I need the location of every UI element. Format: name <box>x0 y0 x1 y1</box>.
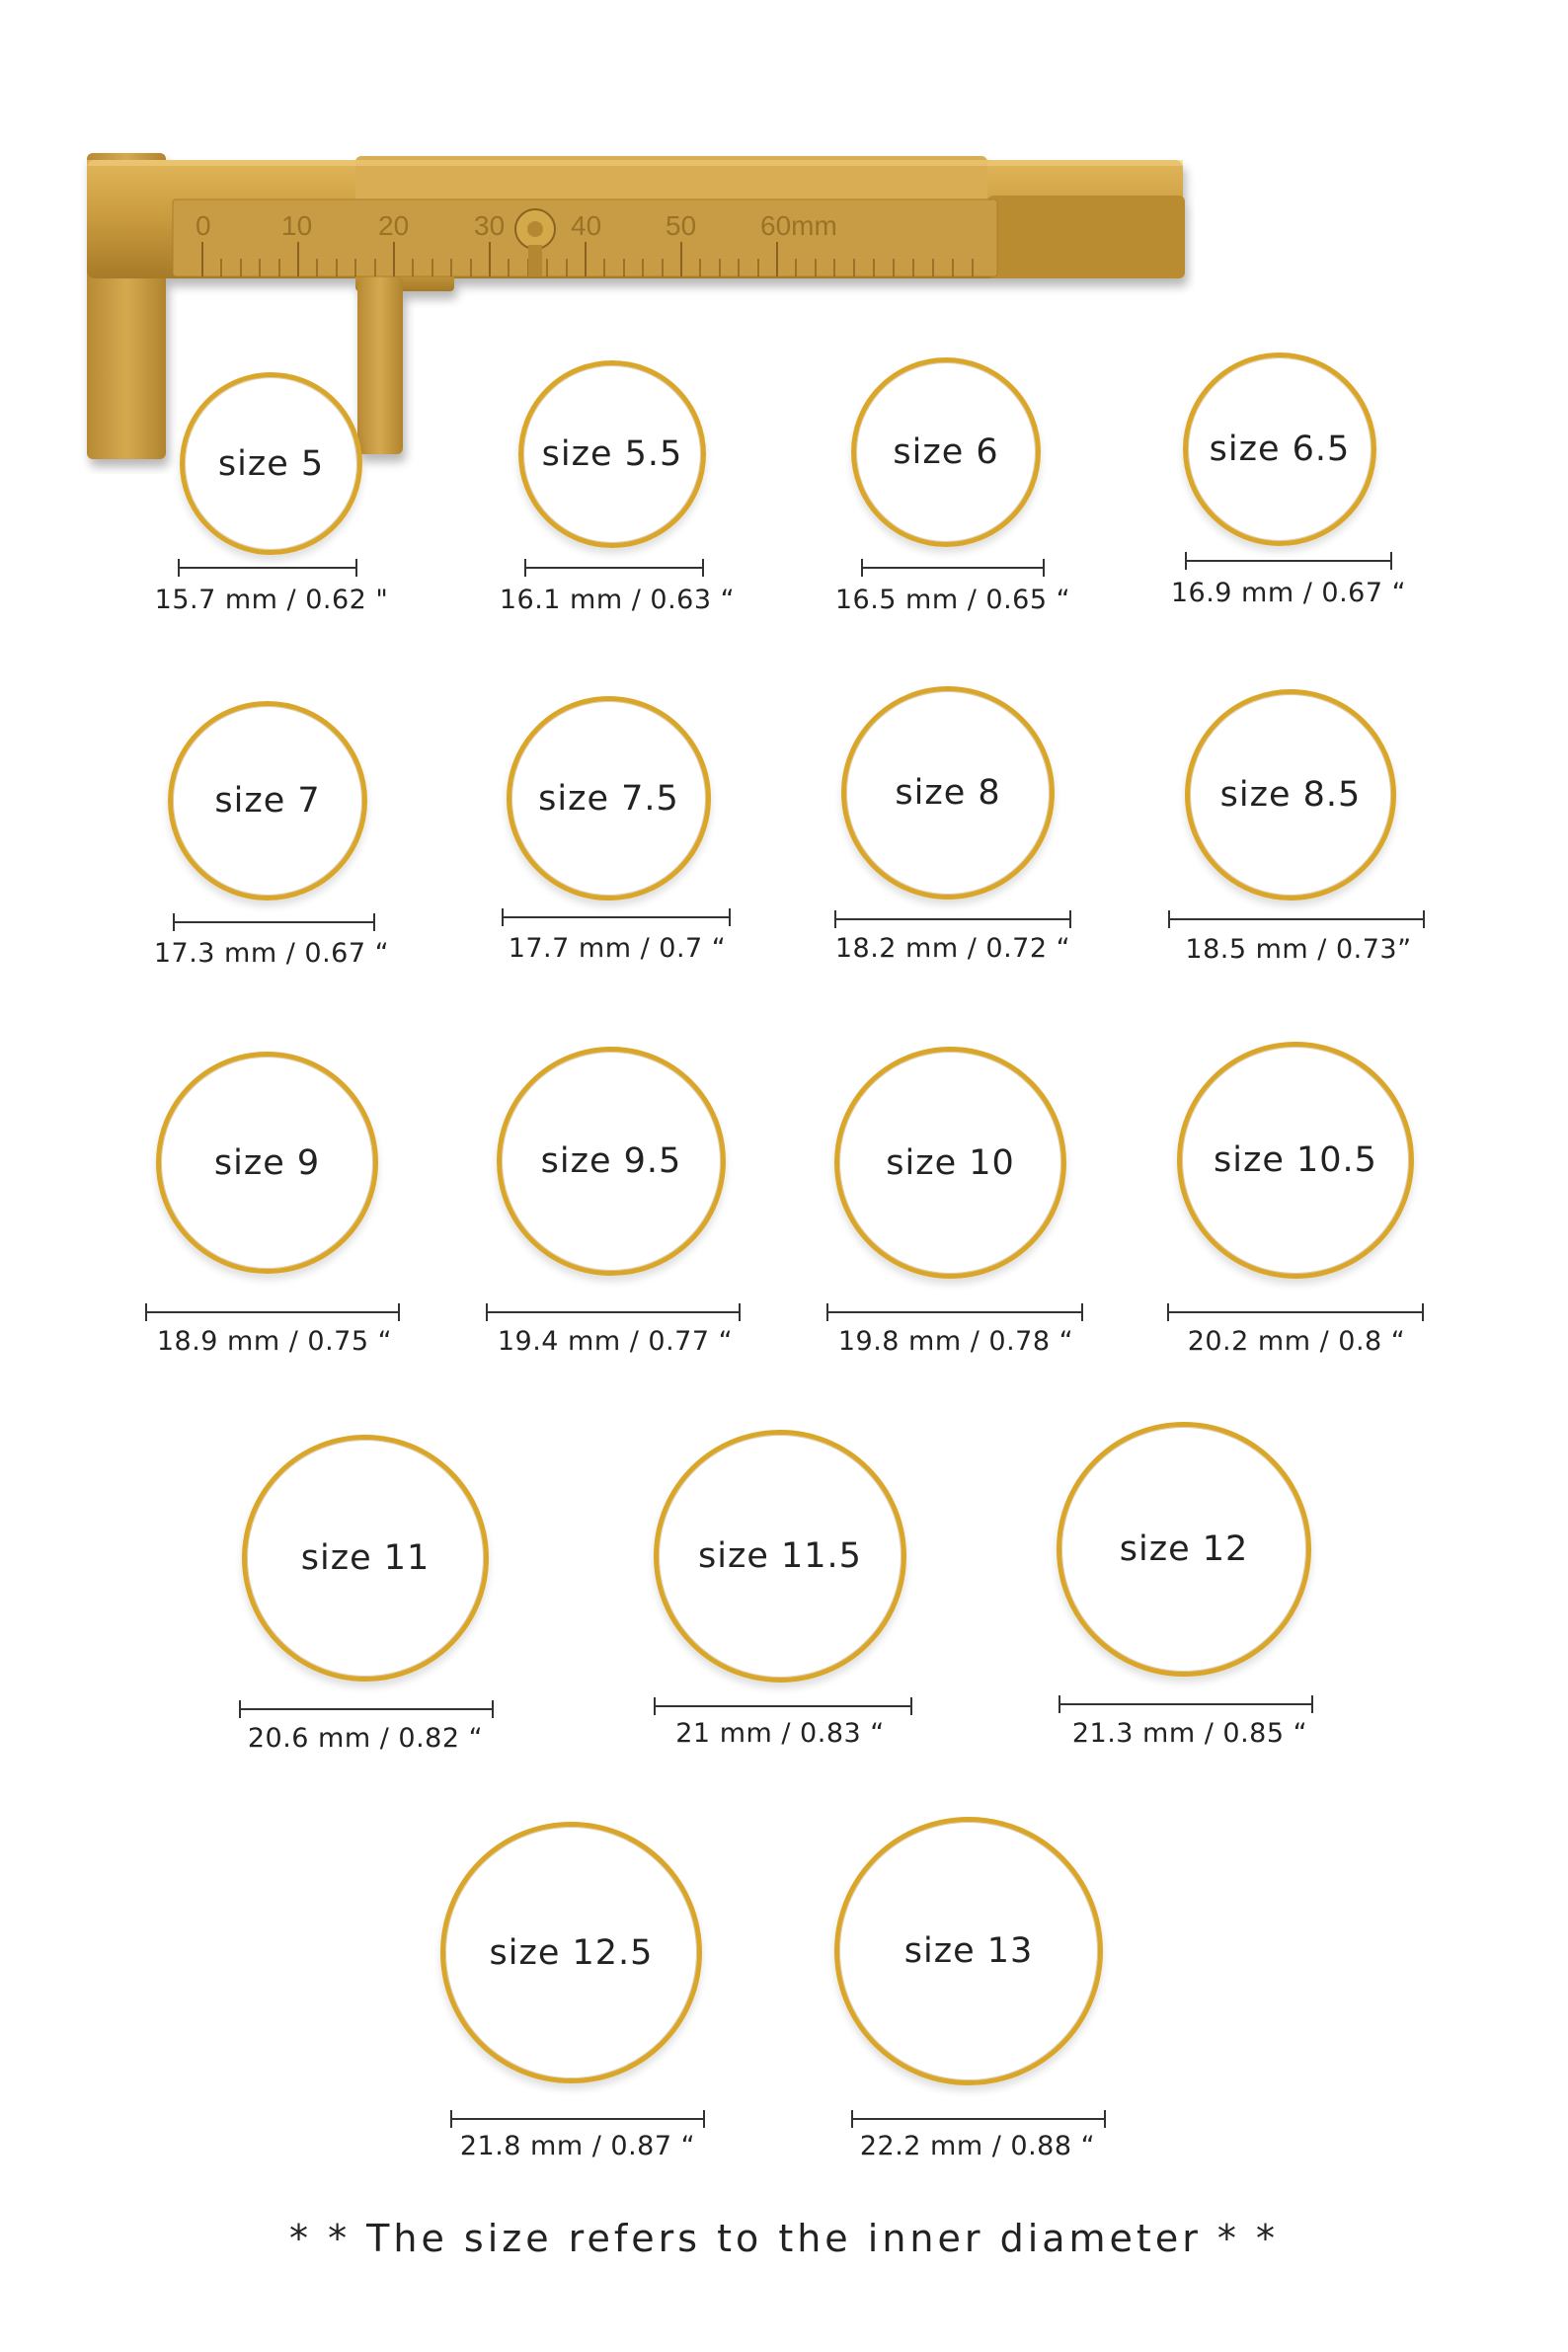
ring-measurement: 20.6 mm / 0.82 “ <box>247 1723 484 1754</box>
ring-size-item <box>434 1822 721 2162</box>
ring-size-label: size 12 <box>1119 1529 1249 1569</box>
ring-size-label: size 11.5 <box>698 1536 862 1576</box>
ring-size-label: size 8 <box>895 773 1001 813</box>
ring-size-label: size 10.5 <box>1214 1140 1377 1180</box>
ring-measurement: 16.1 mm / 0.63 “ <box>499 585 736 615</box>
ring-size-item <box>499 691 736 966</box>
ring-size-item <box>829 1817 1116 2162</box>
diameter-bar <box>1058 1703 1313 1705</box>
ring-circle <box>497 1047 726 1276</box>
ring-measurement: 20.2 mm / 0.8 “ <box>1187 1326 1406 1357</box>
ring-size-item <box>143 1047 405 1358</box>
caliper-scale-label: 60mm <box>760 210 837 241</box>
ring-size-label: size 11 <box>300 1538 431 1578</box>
ring-size-label: size 5.5 <box>541 434 683 474</box>
caliper-scale-label: 10 <box>281 210 313 241</box>
ring-circle <box>518 360 706 548</box>
diameter-bar <box>851 2118 1106 2120</box>
ring-measurement: 16.5 mm / 0.65 “ <box>834 585 1071 615</box>
ring-size-item <box>1165 1042 1427 1358</box>
diameter-bar <box>486 1311 741 1313</box>
caliper-scale-label: 40 <box>571 210 602 241</box>
diameter-bar <box>861 567 1045 569</box>
ring-size-item <box>834 357 1071 619</box>
ring-size-item <box>824 1042 1086 1358</box>
ring-size-label: size 7 <box>214 781 321 821</box>
diameter-bar <box>173 921 375 923</box>
diameter-bar <box>450 2118 705 2120</box>
caliper-scale-label: 20 <box>378 210 410 241</box>
diameter-bar <box>145 1311 400 1313</box>
ring-circle <box>851 357 1041 547</box>
ring-size-item <box>153 696 390 969</box>
ring-measurement: 17.3 mm / 0.67 “ <box>153 938 390 969</box>
ring-size-label: size 6 <box>893 432 999 472</box>
ring-measurement: 19.4 mm / 0.77 “ <box>497 1326 734 1357</box>
ring-measurement: 18.9 mm / 0.75 “ <box>156 1326 393 1357</box>
ring-size-item <box>1170 353 1407 614</box>
ring-size-label: size 7.5 <box>538 778 679 819</box>
ring-measurement: 18.5 mm / 0.73” <box>1185 934 1412 965</box>
ring-size-item <box>829 681 1076 968</box>
ring-circle <box>1177 1042 1414 1279</box>
ring-measurement: 18.2 mm / 0.72 “ <box>834 933 1071 964</box>
ring-size-label: size 9 <box>213 1142 321 1183</box>
ring-circle <box>1185 689 1396 901</box>
diameter-bar <box>239 1708 494 1710</box>
diameter-bar <box>524 567 704 569</box>
ring-size-label: size 9.5 <box>540 1141 682 1181</box>
ring-circle <box>834 1817 1103 2085</box>
ring-measurement: 21 mm / 0.83 “ <box>675 1718 885 1749</box>
ring-size-item <box>484 1042 745 1358</box>
ring-circle <box>168 701 367 901</box>
ring-size-item <box>154 367 389 619</box>
ring-circle <box>507 696 711 901</box>
caliper-scale-label: 30 <box>474 210 506 241</box>
ring-size-label: size 13 <box>903 1931 1034 1971</box>
ring-measurement: 15.7 mm / 0.62 " <box>154 585 389 615</box>
diameter-bar <box>834 918 1071 920</box>
ring-circle <box>1183 353 1376 546</box>
ring-size-label: size 8.5 <box>1219 775 1362 815</box>
ring-circle <box>834 1047 1066 1279</box>
ring-size-label: size 6.5 <box>1209 430 1351 469</box>
ring-circle <box>242 1435 489 1682</box>
diameter-bar <box>826 1311 1083 1313</box>
ring-circle <box>841 686 1055 900</box>
ring-size-item <box>499 360 736 619</box>
ring-size-label: size 12.5 <box>489 1932 654 1973</box>
ring-circle <box>156 1052 378 1274</box>
ring-size-label: size 5 <box>217 443 325 484</box>
diameter-bar <box>1185 560 1392 562</box>
ring-size-label: size 10 <box>886 1142 1015 1183</box>
diameter-bar <box>178 567 357 569</box>
ring-measurement: 22.2 mm / 0.88 “ <box>859 2131 1096 2161</box>
ring-size-item <box>647 1427 923 1753</box>
diameter-bar <box>502 916 731 918</box>
footnote: * * The size refers to the inner diameter * * <box>289 2217 1279 2260</box>
ring-measurement: 21.3 mm / 0.85 “ <box>1071 1718 1308 1749</box>
caliper-scale-label: 0 <box>196 210 211 241</box>
ring-size-item <box>1165 684 1427 968</box>
ring-measurement: 16.9 mm / 0.67 “ <box>1170 578 1407 608</box>
ring-circle <box>1057 1422 1311 1677</box>
ring-size-item <box>1047 1417 1323 1753</box>
diameter-bar <box>654 1705 912 1707</box>
diameter-bar <box>1168 918 1425 920</box>
diameter-bar <box>1167 1311 1424 1313</box>
ring-circle <box>654 1430 906 1683</box>
ring-size-item <box>232 1432 504 1753</box>
ring-measurement: 21.8 mm / 0.87 “ <box>459 2131 696 2161</box>
ring-measurement: 17.7 mm / 0.7 “ <box>508 933 727 964</box>
caliper-scale-label: 50 <box>666 210 697 241</box>
ring-circle <box>180 372 362 555</box>
ring-circle <box>440 1822 702 2083</box>
ring-measurement: 19.8 mm / 0.78 “ <box>837 1326 1074 1357</box>
